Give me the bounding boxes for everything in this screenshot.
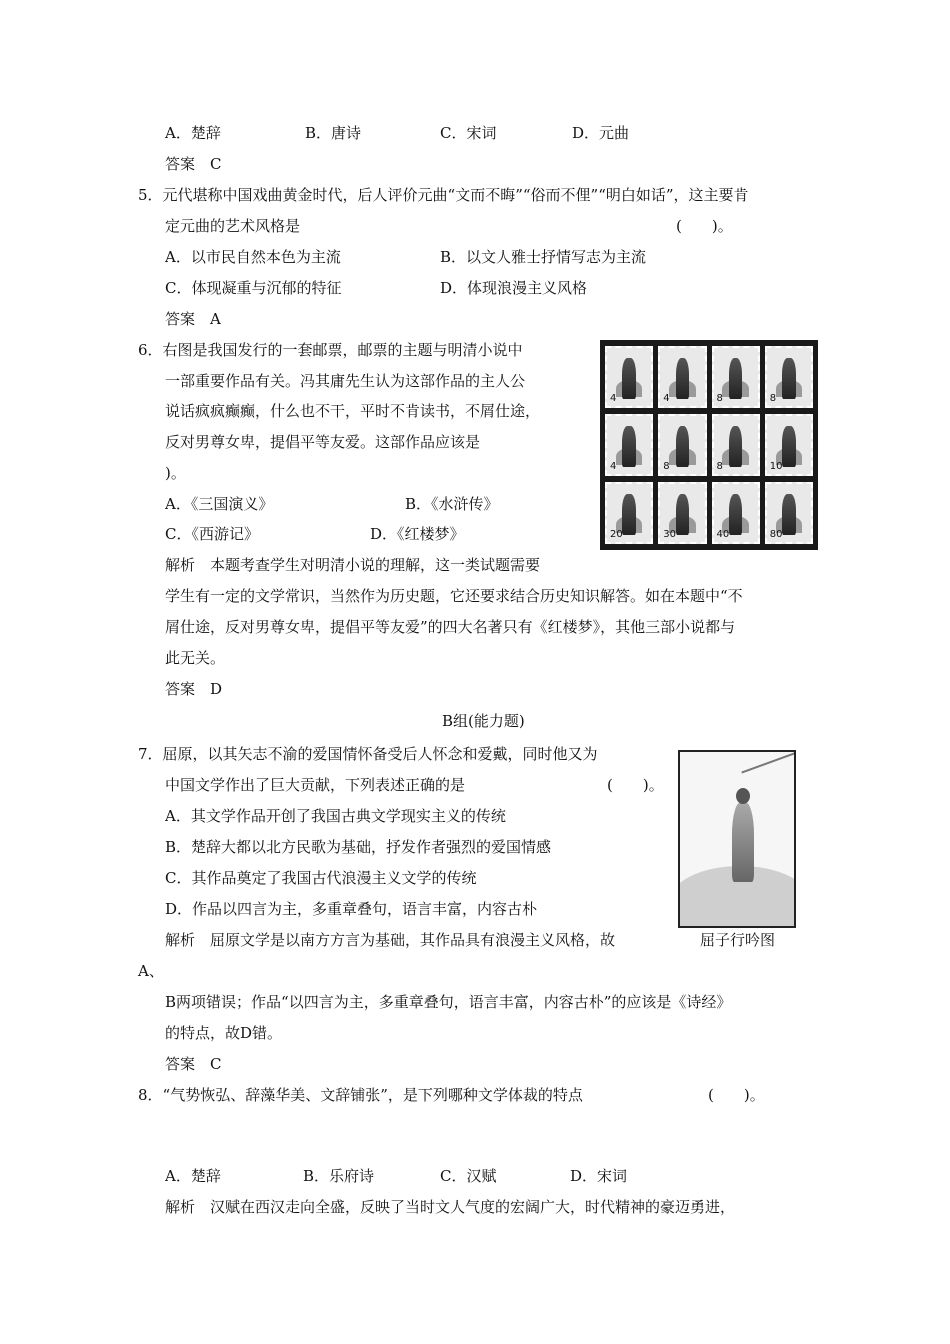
q7-analysis-line2: B两项错误；作品“以四言为主，多重章叠句，语言丰富，内容古朴”的应该是《诗经》 (165, 993, 732, 1011)
q7-option-d: D．作品以四言为主，多重章叠句，语言丰富，内容古朴 (165, 900, 538, 918)
q8-option-d: D．宋词 (570, 1167, 628, 1185)
q5-option-b: B．以文人雅士抒情写志为主流 (440, 248, 647, 266)
q5-stem-line1: 5．元代堪称中国戏曲黄金时代，后人评价元曲“文而不晦”“俗而不俚”“明白如话”，这主要肯 (138, 186, 749, 204)
q6-option-b: B．《水浒传》 (405, 495, 499, 513)
q4-option-a: A．楚辞 (165, 124, 221, 142)
stamp (658, 414, 706, 476)
q8-answer-blank: ( )。 (708, 1086, 765, 1104)
q7-analysis-line1b: A、 (138, 962, 164, 980)
q5-answer: 答案 A (165, 310, 221, 328)
q5-answer-blank: ( )。 (676, 217, 733, 235)
q8-option-c: C．汉赋 (440, 1167, 497, 1185)
stamp-value: 4 (610, 461, 617, 472)
q7-option-b: B．楚辞大都以北方民歌为基础，抒发作者强烈的爱国情感 (165, 838, 552, 856)
q4-option-b: B．唐诗 (305, 124, 362, 142)
stamp (658, 482, 706, 544)
q7-analysis-line1: 解析 屈原文学是以南方方言为基础，其作品具有浪漫主义风格，故 (165, 931, 616, 949)
illustration-caption: 屈子行吟图 (700, 931, 776, 949)
stamp (712, 482, 760, 544)
q8-stem-line1: 8．“气势恢弘、辞藻华美、文辞铺张”，是下列哪种文学体裁的特点 (138, 1086, 583, 1104)
q6-option-c: C．《西游记》 (165, 525, 259, 543)
q7-option-a: A．其文学作品开创了我国古典文学现实主义的传统 (165, 807, 506, 825)
stamp-value: 8 (716, 461, 723, 472)
q6-analysis-line1: 解析 本题考查学生对明清小说的理解，这一类试题需要 (165, 556, 541, 574)
stamp-set-image (600, 340, 818, 550)
q7-analysis-line3: 的特点，故D错。 (165, 1024, 283, 1042)
stamp (605, 482, 653, 544)
q6-option-d: D．《红楼梦》 (370, 525, 465, 543)
q7-answer-blank: ( )。 (607, 776, 664, 794)
q8-option-b: B．乐府诗 (303, 1167, 375, 1185)
stamp (658, 346, 706, 408)
q6-stem-line3: 说话疯疯癫癫，什么也不干，平时不肯读书，不屑仕途， (165, 402, 541, 420)
stamp (712, 346, 760, 408)
stamp-value: 8 (716, 393, 723, 404)
q8-option-a: A．楚辞 (165, 1167, 221, 1185)
q6-paren-close: )。 (165, 464, 186, 482)
q7-stem-line2: 中国文学作出了巨大贡献，下列表述正确的是 (165, 776, 466, 794)
q7-answer: 答案 C (165, 1055, 222, 1073)
qu-yuan-illustration (678, 750, 796, 928)
q6-stem-line1: 6．右图是我国发行的一套邮票，邮票的主题与明清小说中 (138, 341, 523, 359)
stamp (605, 414, 653, 476)
q6-stem-line4: 反对男尊女卑，提倡平等友爱。这部作品应该是 (165, 433, 481, 451)
q8-analysis-line1: 解析 汉赋在西汉走向全盛，反映了当时文人气度的宏阔广大，时代精神的豪迈勇进， (165, 1198, 736, 1216)
q6-option-a: A．《三国演义》 (165, 495, 274, 513)
q6-analysis-line3: 屑仕途，反对男尊女卑，提倡平等友爱”的四大名著只有《红楼梦》，其他三部小说都与 (165, 618, 736, 636)
q5-option-c: C．体现凝重与沉郁的特征 (165, 279, 342, 297)
q6-analysis-line4: 此无关。 (165, 649, 226, 667)
q7-stem-line1: 7．屈原，以其矢志不渝的爱国情怀备受后人怀念和爱戴，同时他又为 (138, 745, 598, 763)
q6-stem-line2: 一部重要作品有关。冯其庸先生认为这部作品的主人公 (165, 372, 526, 390)
q6-answer: 答案 D (165, 680, 223, 698)
stamp-value: 20 (610, 529, 623, 540)
stamp (765, 482, 813, 544)
stamp-value: 8 (769, 393, 777, 404)
stamp (712, 414, 760, 476)
stamp (765, 414, 813, 476)
stamp-value: 80 (769, 529, 783, 540)
stamp (605, 346, 653, 408)
stamp-value: 40 (716, 529, 730, 540)
q5-option-d: D．体现浪漫主义风格 (440, 279, 588, 297)
q4-option-c: C．宋词 (440, 124, 497, 142)
q7-option-c: C．其作品奠定了我国古代浪漫主义文学的传统 (165, 869, 477, 887)
q6-analysis-line2: 学生有一定的文学常识，当然作为历史题，它还要求结合历史知识解答。如在本题中“不 (165, 587, 743, 605)
section-heading: B组(能力题) (442, 712, 525, 730)
stamp-value: 8 (663, 461, 670, 472)
stamp-value: 4 (663, 393, 670, 404)
stamp (765, 346, 813, 408)
q5-stem-line2: 定元曲的艺术风格是 (165, 217, 301, 235)
stamp-value: 10 (769, 461, 783, 472)
stamp-value: 4 (610, 393, 617, 404)
stamp-value: 30 (663, 529, 676, 540)
q5-option-a: A．以市民自然本色为主流 (165, 248, 341, 266)
q4-answer: 答案 C (165, 155, 222, 173)
q4-option-d: D．元曲 (572, 124, 630, 142)
